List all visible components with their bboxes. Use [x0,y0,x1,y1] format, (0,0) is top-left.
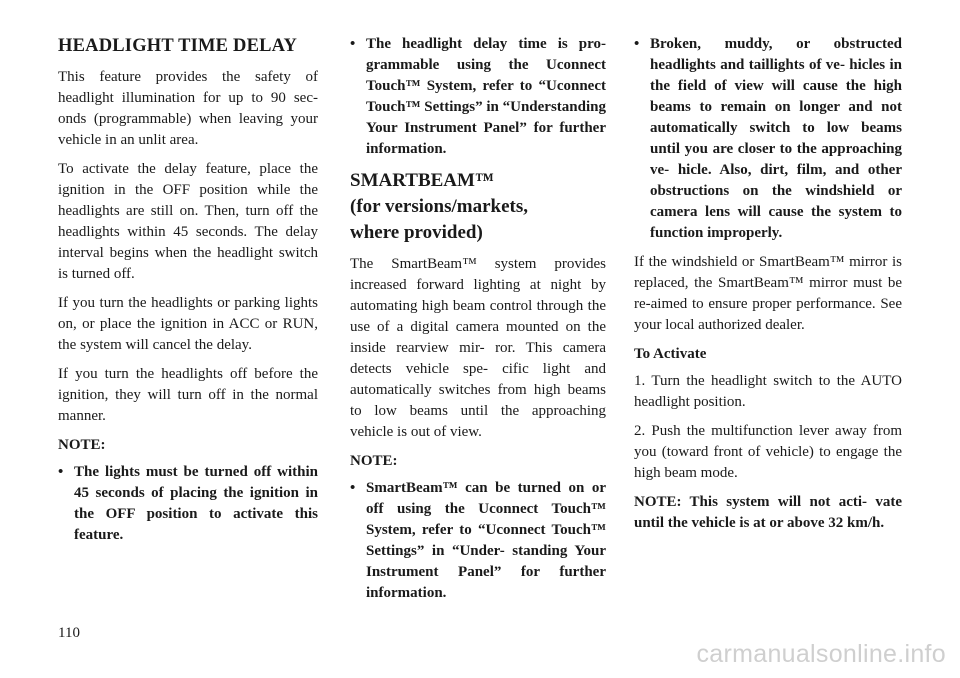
left-column [58,34,318,554]
note-bullet: • The lights must be turned off within 45 seconds of placing the ignition in the OFF position to activate this feature. [58,462,318,546]
subheading-to-activate: To Activate [634,346,707,362]
heading-line: SMARTBEAM™ [350,170,494,191]
note-bullet: • Broken, muddy, or obstructed headlights and taillights of ve- hicles in the field of view will cause the high beams to remain on longer and not automatically switch to low beams until you are closer to the approaching ve- hicle. Also, dirt, film, and other obstructions on the windshield or camera lens will cause the system to function improperly. [634,34,902,244]
note-list [350,478,606,604]
paragraph: If the windshield or SmartBeam™ mirror is replaced, the SmartBeam™ mirror must be re-aimed to ensure proper performance. See your local authorized dealer. [634,254,902,333]
note-list [634,34,902,244]
paragraph: The SmartBeam™ system provides increased forward lighting at night by automating high beam control through the use of a digital camera mounted on the inside rearview mir- ror. This camera detects vehicle spe- cific light and automatically switches from high beams to low beams until the approaching vehicle is out of view. [350,256,606,440]
section-heading-headlight-time-delay: HEADLIGHT TIME DELAY [58,36,298,56]
paragraph: If you turn the headlights or parking lights on, or place the ignition in ACC or RUN, the system will cancel the delay. [58,295,318,353]
note-list [350,34,606,160]
right-column [634,34,902,542]
note-bullet: • The headlight delay time is pro- grammable using the Uconnect Touch™ System, refer to “Uconnect Touch™ Settings” in “Understanding Your Instrument Panel” for further information. [350,34,606,160]
paragraph: To activate the delay feature, place the ignition in the OFF position while the headlights are still on. Then, turn off the headlights within 45 seconds. The delay interval begins when the headlight switch is turned off. [58,161,318,282]
heading-line: (for versions/markets, [350,196,529,217]
section-heading-smartbeam [350,168,606,246]
paragraph: This feature provides the safety of headlight illumination for up to 90 sec- onds (programmable) when leaving your vehicle in an unlit area. [58,69,318,148]
page-number: 110 [58,625,80,641]
step-1: 1. Turn the headlight switch to the AUTO headlight position. [634,373,902,410]
middle-column [350,34,606,612]
note-label: NOTE: [350,453,398,469]
note-bullet: • SmartBeam™ can be turned on or off using the Uconnect Touch™ System, refer to “Uconnect Touch™ Settings” in “Under- standing Your Instrument Panel” for further information. [350,478,606,604]
note-list [58,462,318,546]
note-label: NOTE: [58,437,106,453]
paragraph: If you turn the headlights off before the ignition, they will turn off in the normal manner. [58,366,318,424]
heading-line: where provided) [350,222,483,243]
note-paragraph: NOTE: This system will not acti- vate until the vehicle is at or above 32 km/h. [634,494,902,531]
step-2: 2. Push the multifunction lever away from you (toward front of vehicle) to engage the high beam mode. [634,423,902,481]
watermark: carmanualsonline.info [696,640,946,668]
